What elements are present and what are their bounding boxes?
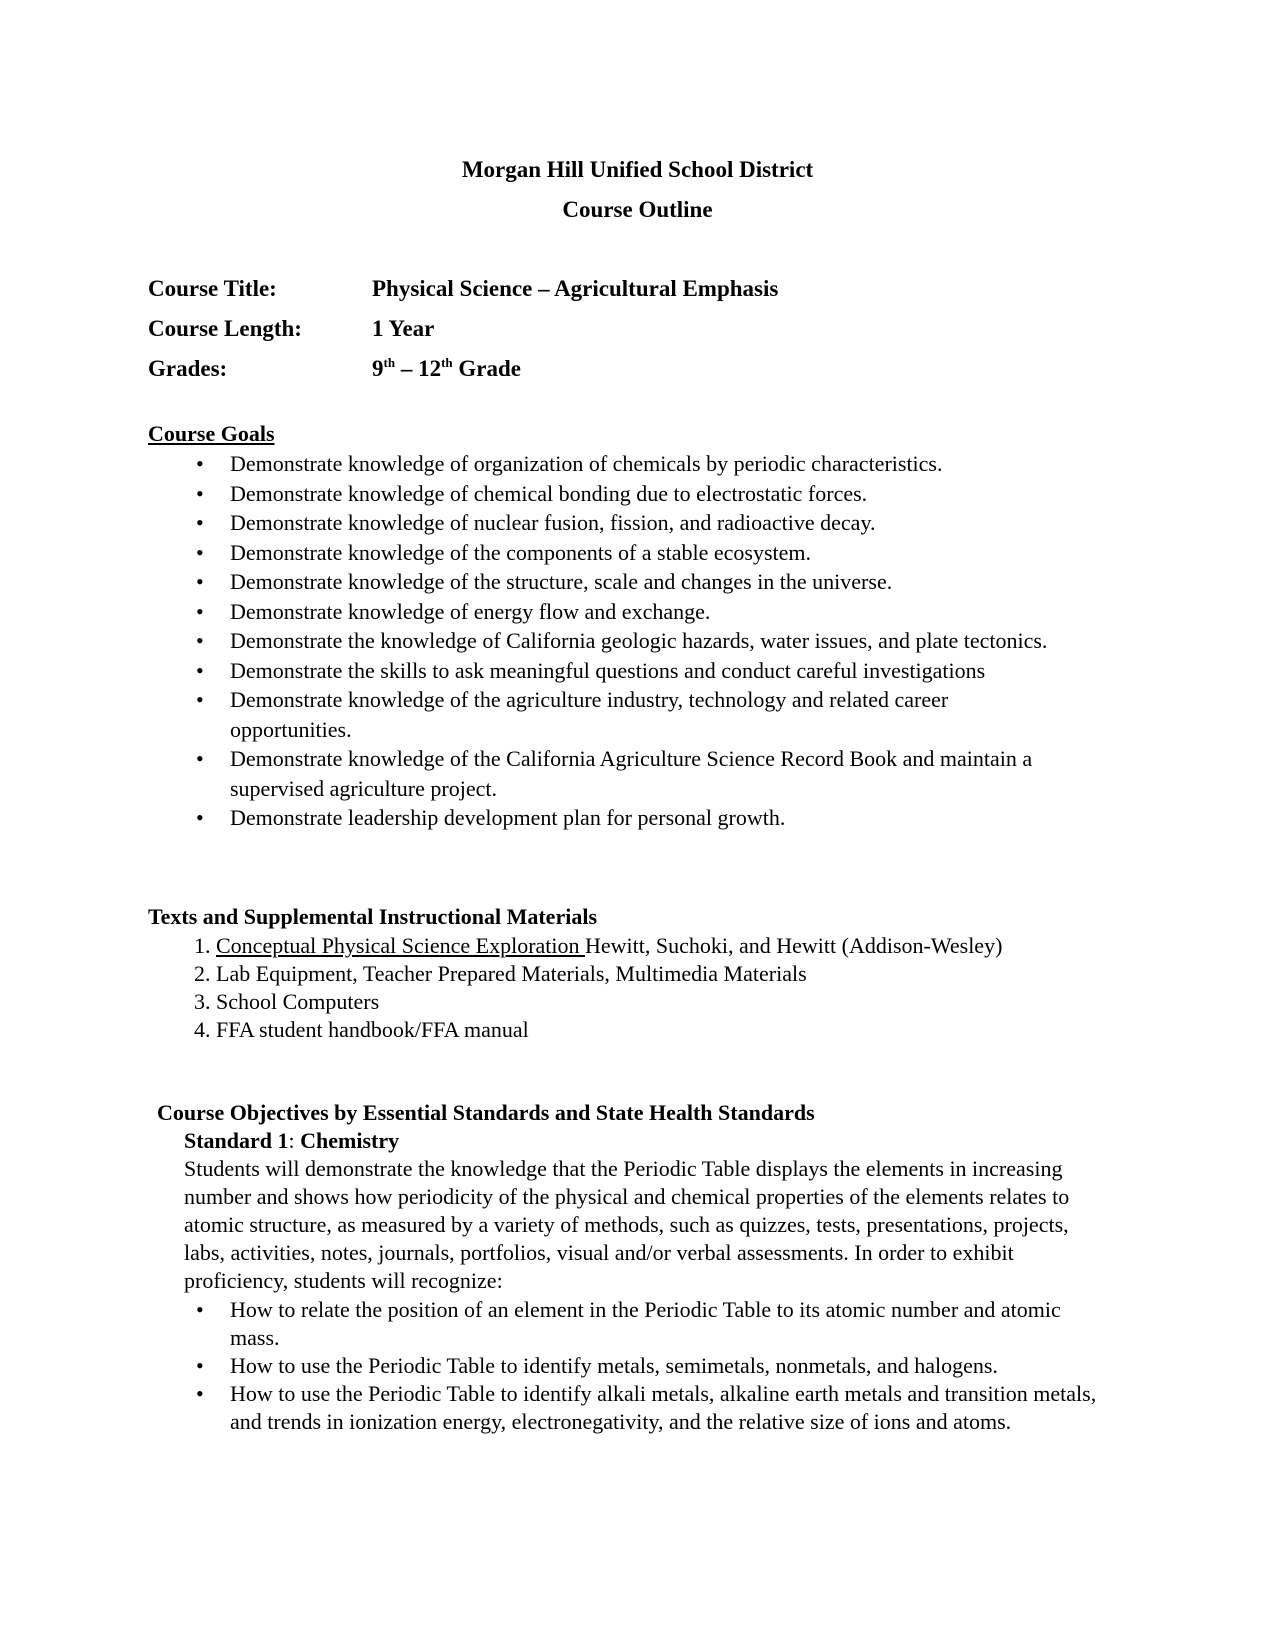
course-title-row (148, 276, 778, 302)
skill-item: • How to relate the position of an element in the Periodic Table to its atomic number and atomic mass. (196, 1296, 1101, 1352)
standard-heading: Standard 1: Chemistry (184, 1128, 400, 1153)
course-title-label: Course Title: (148, 276, 277, 301)
goal-item: • Demonstrate knowledge of energy flow and exchange. (196, 597, 1096, 627)
grades-to-sup: th (441, 355, 453, 370)
grades-from-sup: th (383, 355, 396, 370)
goal-item: • Demonstrate knowledge of the agriculture industry, technology and related career opportunities. (196, 685, 1050, 744)
goal-item: • Demonstrate knowledge of the components of a stable ecosystem. (196, 538, 1096, 568)
standard-skills-list (196, 1296, 1101, 1436)
grades-from: 9 (372, 356, 384, 381)
goal-item: • Demonstrate knowledge of chemical bonding due to electrostatic forces. (196, 479, 1096, 509)
grades-suffix: Grade (452, 356, 521, 381)
grades-dash: – 12 (395, 356, 442, 381)
materials-list (194, 932, 1034, 1044)
standard-name: Chemistry (300, 1128, 400, 1153)
course-goals-title: Course Goals (148, 421, 275, 446)
course-goals-list (196, 449, 1096, 833)
materials-title: Texts and Supplemental Instructional Materials (148, 904, 598, 929)
goal-item: • Demonstrate knowledge of organization of chemicals by periodic characteristics. (196, 449, 1096, 479)
course-title-value: Physical Science – Agricultural Emphasis (372, 276, 779, 301)
material-item: 3. School Computers (194, 989, 380, 1014)
goal-item: • Demonstrate leadership development plan for personal growth. (196, 803, 1096, 833)
grades-label: Grades: (148, 356, 228, 381)
grades-value (372, 356, 521, 381)
district-heading: Morgan Hill Unified School District (461, 157, 814, 182)
goal-item: • Demonstrate the skills to ask meaningful questions and conduct careful investigations (196, 656, 1096, 686)
standard-intro: Students will demonstrate the knowledge that the Periodic Table displays the elements in increasing number and shows how periodicity of the physical and chemical properties of the elements relates to atomic structure, as measured by a variety of methods, such as quizzes, tests, presentations, projects, labs, activities, notes, journals, portfolios, visual and/or verbal assessments. In order to exhibit proficiency, students will recognize: (184, 1156, 1070, 1293)
objectives-title: Course Objectives by Essential Standards and State Health Standards (157, 1100, 815, 1125)
course-length-row (148, 316, 434, 342)
goal-item: • Demonstrate knowledge of the structure, scale and changes in the universe. (196, 567, 1096, 597)
material-item: 4. FFA student handbook/FFA manual (194, 1017, 529, 1042)
skill-item: • How to use the Periodic Table to identify metals, semimetals, nonmetals, and halogens. (196, 1352, 1101, 1380)
material-item: 1. Conceptual Physical Science Exploration Hewitt, Suchoki, and Hewitt (Addison-Wesley) (194, 933, 1003, 958)
skill-item: • How to use the Periodic Table to identify alkali metals, alkaline earth metals and transition metals, and trends in ionization energy, electronegativity, and the relative size of ions and atoms. (196, 1380, 1101, 1436)
goal-item: • Demonstrate knowledge of nuclear fusion, fission, and radioactive decay. (196, 508, 1096, 538)
grades-row (148, 356, 521, 382)
standard-label: Standard 1 (184, 1128, 289, 1153)
textbook-title: Conceptual Physical Science Exploration (216, 933, 586, 958)
goal-item: • Demonstrate knowledge of the California Agriculture Science Record Book and maintain a supervised agriculture project. (196, 744, 1050, 803)
course-length-value: 1 Year (372, 316, 435, 341)
material-item: 2. Lab Equipment, Teacher Prepared Materials, Multimedia Materials (194, 961, 807, 986)
goal-item: • Demonstrate the knowledge of California geologic hazards, water issues, and plate tectonics. (196, 626, 1050, 656)
document-title: Course Outline (562, 197, 713, 222)
course-length-label: Course Length: (148, 316, 302, 341)
